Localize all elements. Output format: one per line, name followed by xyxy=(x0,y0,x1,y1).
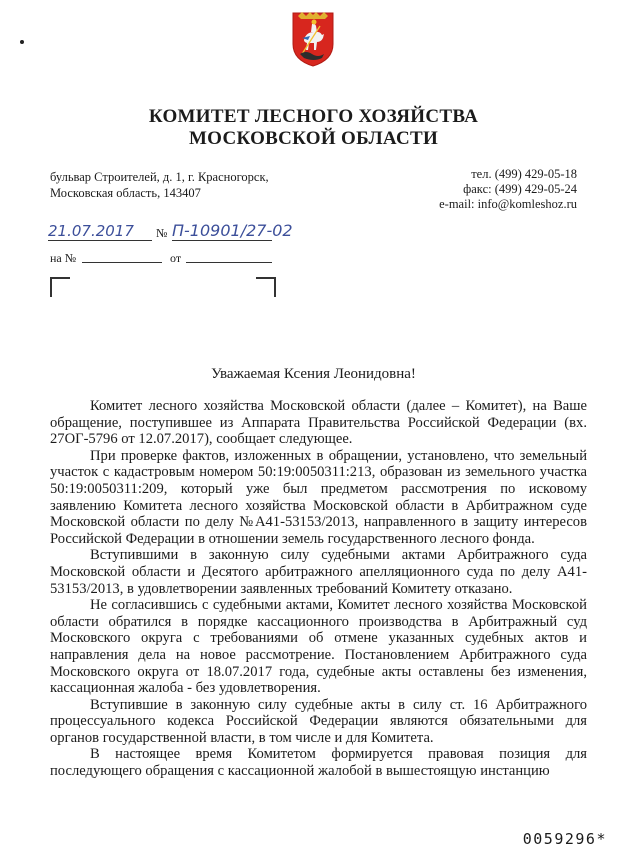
paragraph: Комитет лесного хозяйства Московской области (далее – Комитет), на Ваше обращение, поступившее из Аппарата Правительства Российской Федерации (вх. 27ОГ-5796 от 12.07.2017), сообщает следующее. xyxy=(50,398,587,448)
document-serial-number: 0059296* xyxy=(522,830,607,848)
paragraph: Вступившими в законную силу судебными актами Арбитражного суда Московской области и Десятого арбитражного апелляционного суда по делу А41-53153/2013, в удовлетворении заявленных требований Комитету отказано. xyxy=(50,547,587,597)
scan-speck xyxy=(20,40,24,44)
address-line2: Московская область, 143407 xyxy=(50,186,201,200)
phone-text: тел. (499) 429-05-18 xyxy=(471,167,577,181)
paragraph: Не согласившись с судебными актами, Комитет лесного хозяйства Московской области обратился в порядке кассационного производства в Арбитражный суд Московского округа с требованиями об отмене указанных судебных актов и направления дела на новое рассмотрение. Постановлением Арбитражного суда Московского округа от 18.07.2017 года, судебные акты оставлены без изменения, кассационная жалоба - без удовлетворения. xyxy=(50,597,587,697)
address-line1: бульвар Строителей, д. 1, г. Красногорск, xyxy=(50,170,269,184)
outgoing-date: 21.07.2017 xyxy=(48,222,134,240)
org-name-line1: КОМИТЕТ ЛЕСНОГО ХОЗЯЙСТВА xyxy=(148,106,479,127)
reference-number-underline xyxy=(82,262,162,263)
number-underline xyxy=(172,240,272,241)
letter-body xyxy=(50,398,587,780)
salutation: Уважаемая Ксения Леонидовна! xyxy=(211,366,416,382)
reference-date-label: от xyxy=(170,251,182,265)
coat-of-arms-emblem xyxy=(290,10,336,68)
address-block-corner-right xyxy=(256,277,276,297)
paragraph: Вступившие в законную силу судебные акты в силу ст. 16 Арбитражного процессуального кодекса Российской Федерации являются обязательными для органов государственной власти, в том числе и для Комитета. xyxy=(50,696,587,746)
reference-number-label: на № xyxy=(50,251,77,265)
address-block-corner-left xyxy=(50,277,70,297)
fax-text: факс: (499) 429-05-24 xyxy=(463,182,577,196)
email-text: e-mail: info@komleshoz.ru xyxy=(439,197,577,211)
reference-date-underline xyxy=(186,262,272,263)
paragraph: В настоящее время Комитетом формируется правовая позиция для последующего обращения с кассационной жалобой в вышестоящую инстанцию xyxy=(50,746,587,780)
recipient-redaction xyxy=(330,218,600,278)
number-label: № xyxy=(156,226,168,240)
outgoing-number: П-10901/27-02 xyxy=(172,221,293,240)
date-underline xyxy=(48,240,152,241)
org-name-line2: МОСКОВСКОЙ ОБЛАСТИ xyxy=(188,128,439,149)
paragraph: При проверке фактов, изложенных в обращении, установлено, что земельный участок с кадастровым номером 50:19:0050311:213, образован из земельного участка 50:19:0050311:209, который уже был предметом рассмотрения по исковому заявлению Комитета лесного хозяйства Московской области в Арбитражном суде Московской области по делу №А41-53153/2013, направленного в защиту интересов Российской Федерации в отношении земель государственного лесного фонда. xyxy=(50,447,587,547)
